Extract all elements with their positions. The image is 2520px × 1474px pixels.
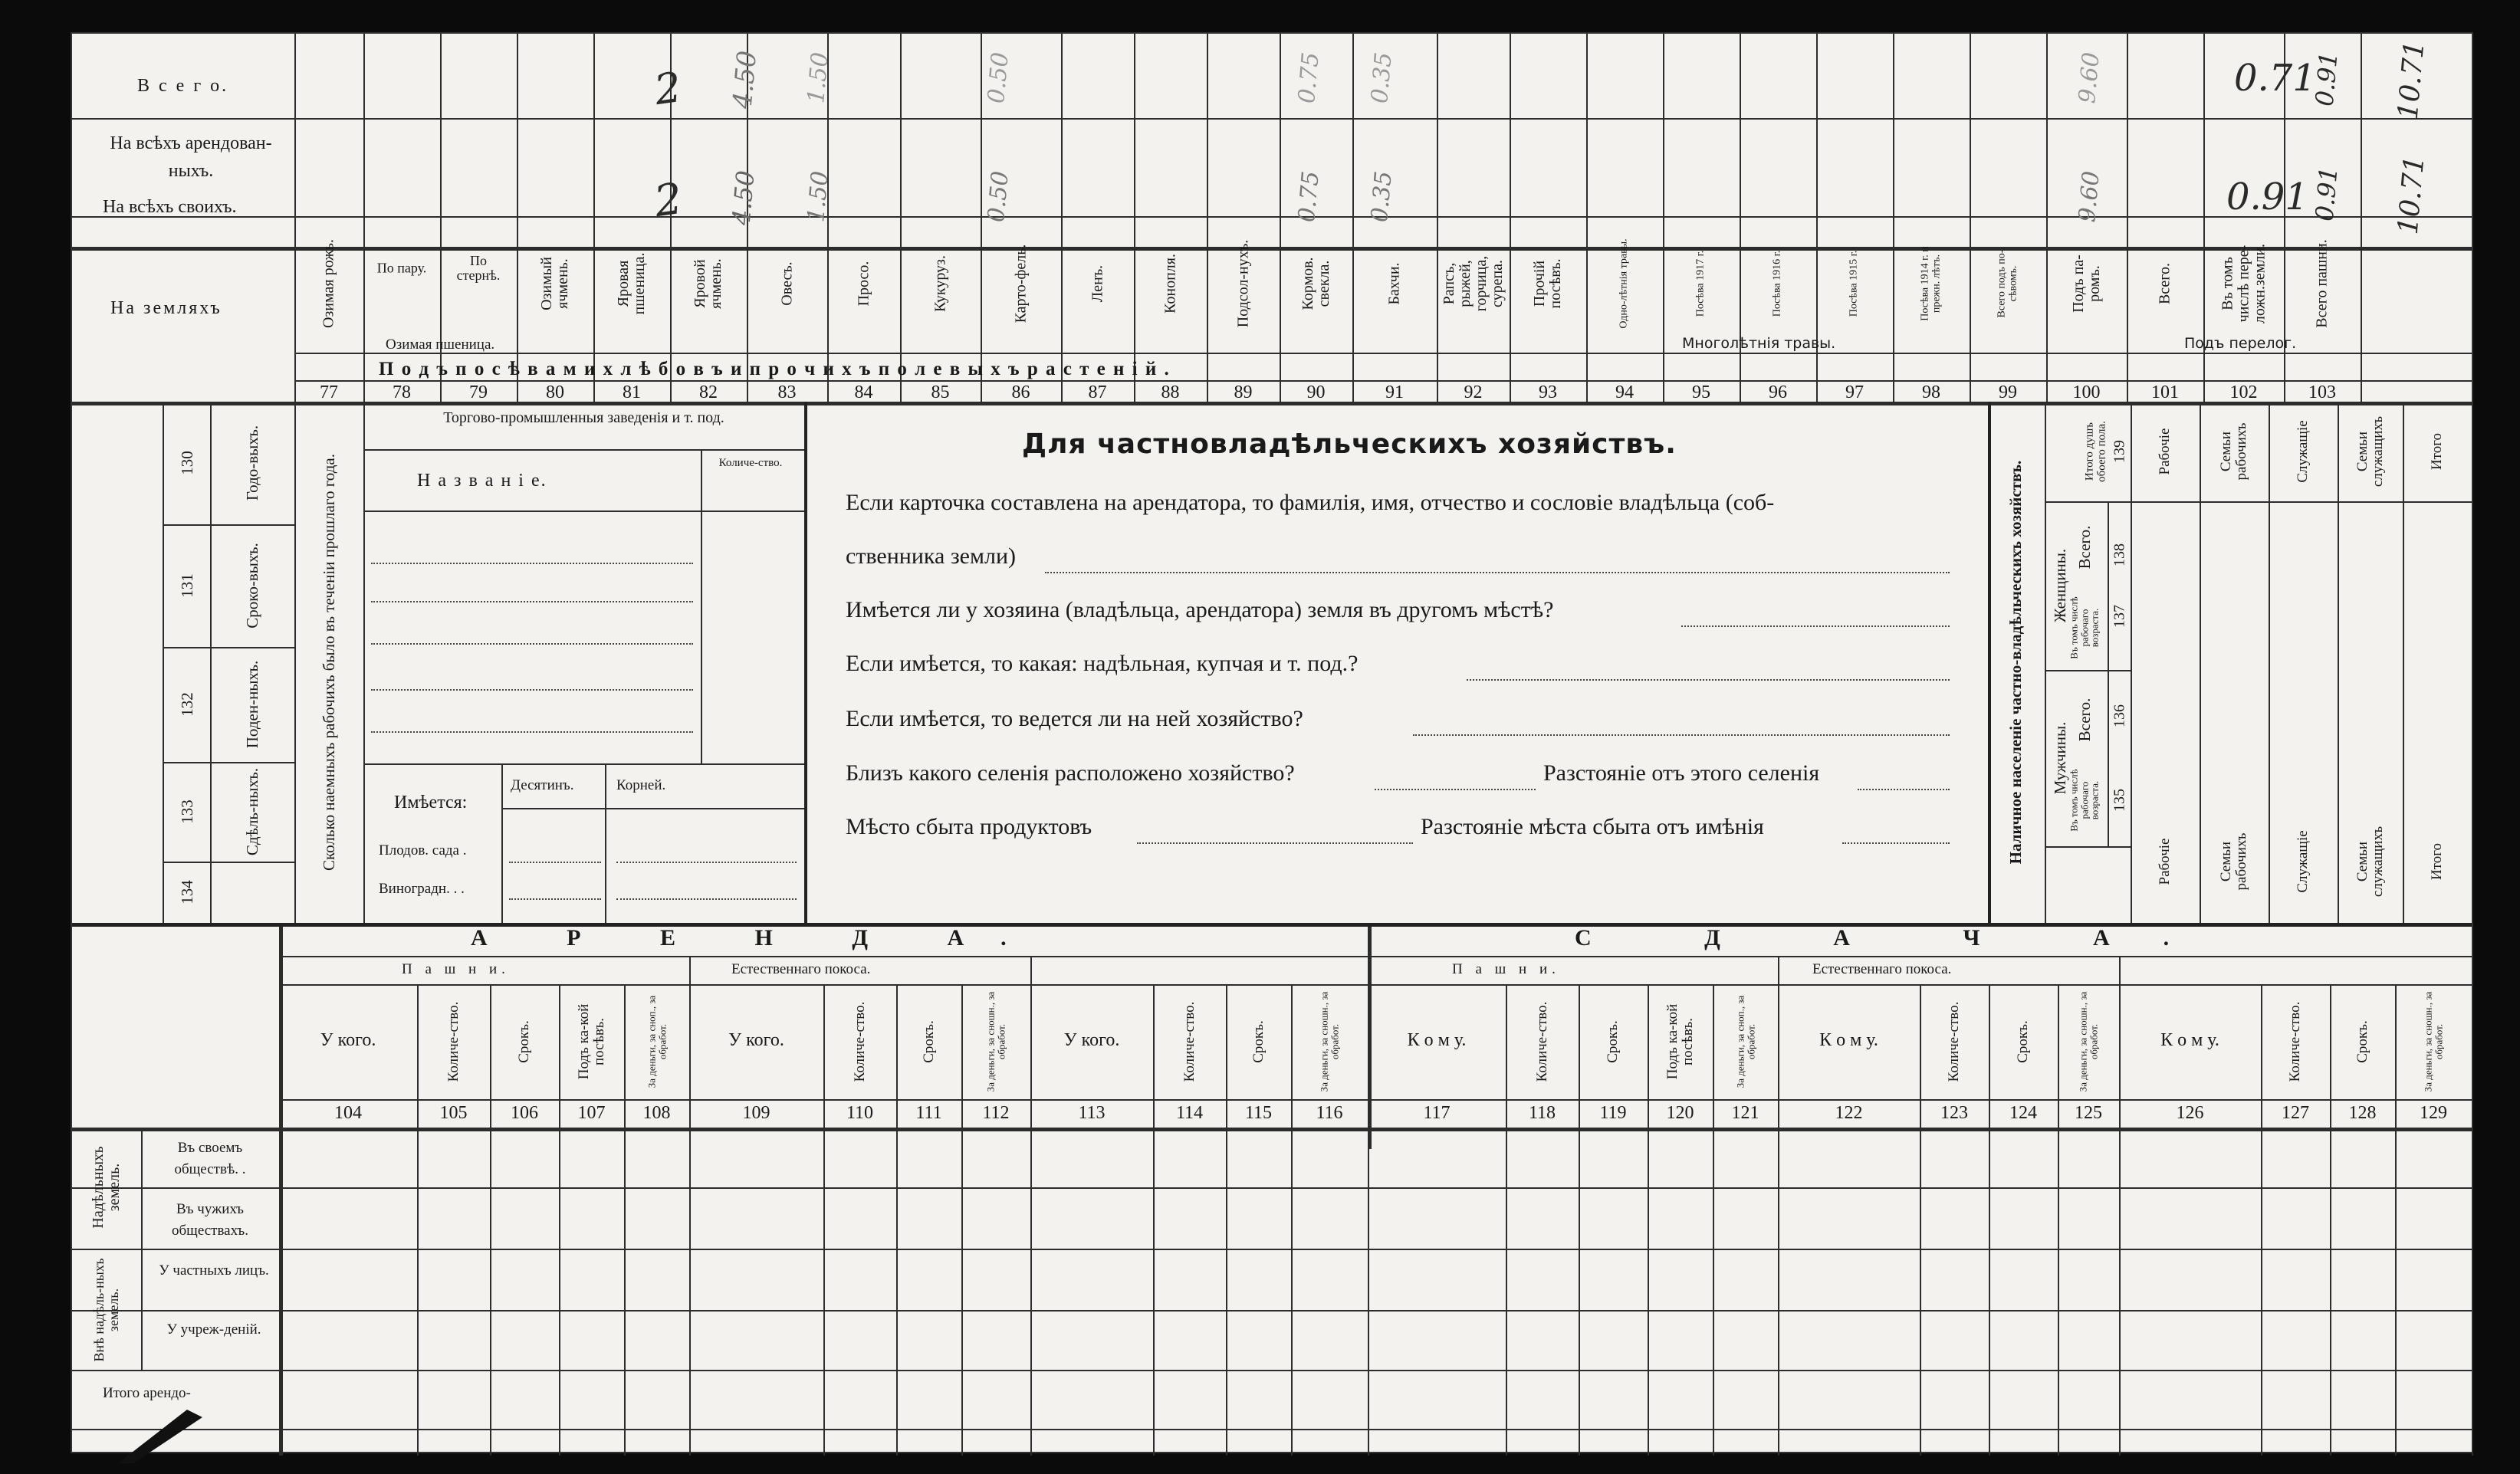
private-line-6: Близъ какого селенія расположено хозяйство? <box>846 760 1295 786</box>
crop-header-79: По стернѣ. <box>456 253 501 283</box>
arenda-number-114: 114 <box>1175 1103 1204 1123</box>
crop-header-97: Посѣва 1915 г. <box>1848 250 1860 317</box>
census-card <box>71 32 2473 1453</box>
arenda-col-115: Срокъ. <box>1250 1020 1267 1063</box>
crop-header-98: Посѣва 1914 г. и прежн. лѣтъ. <box>1919 246 1942 321</box>
trade-vineyard: Виноградн. . . <box>379 881 465 897</box>
hand-own-102: 0.91 <box>2309 165 2344 223</box>
arenda-plowland: П а ш н и. <box>402 961 510 977</box>
arenda-number-107: 107 <box>577 1103 606 1123</box>
sdacha-col-117: К о м у. <box>1407 1030 1467 1050</box>
nonallot-side-label: Внѣ надѣль-ныхъ земель. <box>91 1258 121 1362</box>
arenda-number-115: 115 <box>1244 1103 1273 1123</box>
population-number-137: 137 <box>2111 605 2128 628</box>
sdacha-number-125: 125 <box>2075 1103 2102 1123</box>
crop-number-78: 78 <box>393 382 411 402</box>
crop-header-101: Всего. <box>2156 262 2173 305</box>
row-total-label: В с е г о. <box>137 76 229 96</box>
trade-roots: Корней. <box>616 777 666 793</box>
hand-total-81: 2 <box>651 62 685 115</box>
crop-header-82: Яровой ячмень. <box>692 258 724 309</box>
population-number-135: 135 <box>2111 789 2128 812</box>
crop-header-102: Въ томъ числѣ пере-ложн.земли. <box>2219 243 2268 324</box>
crop-number-94: 94 <box>1615 382 1634 402</box>
crop-number-87: 87 <box>1088 382 1107 402</box>
population-col-2-bottom: Служащіе <box>2295 830 2311 893</box>
sdacha-col-126: К о м у. <box>2160 1030 2219 1050</box>
hand-total-99: 9.60 <box>2074 51 2105 105</box>
arenda-number-110: 110 <box>846 1103 874 1123</box>
arenda-number-104: 104 <box>334 1103 362 1123</box>
crop-number-99: 99 <box>1999 382 2017 402</box>
hand-total-90: 0.35 <box>1366 51 1398 105</box>
row-own-society: Въ своемъ обществѣ. . <box>174 1140 246 1177</box>
winter-wheat-label: Озимая пшеница. <box>386 336 495 353</box>
private-line-5: Если имѣется, то ведется ли на ней хозяйство? <box>846 706 1303 731</box>
arenda-col-116: За деньги, за сношн., за обработ. <box>1318 991 1340 1092</box>
crop-header-94: Одно-лѣтнія травы. <box>1618 238 1630 329</box>
population-col-1-bottom: Семьи рабочихъ <box>2218 832 2249 891</box>
workers-number-133: 133 <box>177 799 196 824</box>
crop-number-82: 82 <box>699 382 718 402</box>
sdacha-col-118: Количе-ство. <box>1533 1001 1550 1082</box>
workers-label-130: Годо-выхъ. <box>242 425 261 501</box>
crop-number-81: 81 <box>623 382 641 402</box>
sdacha-plowland: П а ш н и. <box>1452 961 1560 977</box>
workers-side-label: Сколько наемныхъ рабочихъ было въ теченіи прошлаго года. <box>319 454 338 871</box>
population-women-label: Женщины. <box>2050 548 2069 623</box>
arenda-col-108: За деньги, за сноп., за обработ. <box>645 995 668 1088</box>
sdacha-number-121: 121 <box>1731 1103 1759 1123</box>
crop-number-103: 103 <box>2308 382 2336 402</box>
crop-number-85: 85 <box>931 382 950 402</box>
arenda-col-112: За деньги, за сношн., за обработ. <box>984 991 1007 1092</box>
crop-header-85: Кукуруз. <box>931 255 948 312</box>
trade-qty-header: Количе-ство. <box>718 457 783 469</box>
population-men-working: Въ томъ числѣ рабочаго возраста. <box>2068 769 2101 832</box>
sdacha-number-128: 128 <box>2348 1103 2377 1123</box>
hand-own-89: 0.75 <box>1293 169 1325 224</box>
sdacha-number-120: 120 <box>1666 1103 1694 1123</box>
sown-banner: П о д ъ п о с ѣ в а м и х л ѣ б о в ъ и п р о ч и х ъ п о л е в ы х ъ р а с т е н і й . <box>379 359 1171 379</box>
crop-header-95: Посѣва 1917 г. <box>1694 250 1707 317</box>
row-total-lease: Итого арендо- <box>103 1385 191 1401</box>
hand-total-102: 0.91 <box>2309 50 2344 108</box>
crop-header-100: Подъ па-ромъ. <box>2069 254 2103 313</box>
crop-number-100: 100 <box>2072 382 2101 402</box>
population-women-all: Всего. <box>2075 525 2094 570</box>
row-other-society: Въ чужихъ обществахъ. <box>172 1201 248 1239</box>
crop-number-96: 96 <box>1769 382 1787 402</box>
population-col-4-top: Итого <box>2429 432 2446 471</box>
private-line-3: Имѣется ли у хозяина (владѣльца, арендатора) земля въ другомъ мѣстѣ? <box>846 597 1554 622</box>
private-line-8: Мѣсто сбыта продуктовъ <box>846 814 1092 839</box>
private-line-4: Если имѣется, то какая: надѣльная, купчая и т. под.? <box>846 651 1359 676</box>
arenda-number-109: 109 <box>742 1103 770 1123</box>
population-col-1-top: Семьи рабочихъ <box>2218 422 2249 481</box>
crop-number-84: 84 <box>854 382 873 402</box>
population-col-0-top: Рабочіе <box>2157 428 2173 475</box>
allot-side-label: Надѣльныхъ земель. <box>90 1146 123 1229</box>
hand-own-83: 1.50 <box>803 169 834 224</box>
sdacha-col-121: За деньги, за сноп., за обработ. <box>1733 995 1756 1088</box>
sdacha-number-117: 117 <box>1423 1103 1451 1123</box>
sdacha-col-125: За деньги, за сношн., за обработ. <box>2077 991 2099 1092</box>
arenda-col-106: Срокъ. <box>516 1020 533 1063</box>
crop-header-78: По пару. <box>376 260 427 276</box>
trade-name-header: Н а з в а н і е. <box>417 471 547 491</box>
workers-number-130: 130 <box>177 451 196 475</box>
sdacha-number-127: 127 <box>2282 1103 2309 1123</box>
crop-number-97: 97 <box>1845 382 1864 402</box>
population-col-0-bottom: Рабочіе <box>2157 838 2173 885</box>
population-col-3-top: Семьи служащихъ <box>2354 415 2386 488</box>
workers-label-132: Поден-ныхъ. <box>242 660 261 749</box>
private-estates-block <box>804 402 1991 923</box>
crop-number-77: 77 <box>320 382 338 402</box>
population-total-label: Итого душъ обоего пола. <box>2083 421 2108 482</box>
hand-own-81: 2 <box>651 173 685 228</box>
sdacha-title: С Д А Ч А. <box>1575 925 2223 950</box>
sdacha-col-129: За деньги, за сношн., за обработ. <box>2422 991 2444 1092</box>
private-line-1: Если карточка составлена на арендатора, то фамилія, имя, отчество и сословіе владѣльца (соб- <box>846 490 1775 515</box>
population-col-4-bottom: Итого <box>2429 842 2446 881</box>
sdacha-number-129: 129 <box>2420 1103 2447 1123</box>
hand-own-85: 0.50 <box>983 169 1014 224</box>
crop-number-98: 98 <box>1922 382 1940 402</box>
crop-number-92: 92 <box>1464 382 1483 402</box>
crop-number-101: 101 <box>2151 382 2179 402</box>
middle-section <box>72 402 2472 923</box>
population-col-2-top: Служащіе <box>2295 420 2311 483</box>
arenda-col-113: У кого. <box>1063 1030 1120 1050</box>
perennial-label: Многолѣтнія травы. <box>1682 335 1836 352</box>
crop-header-99: Всего подъ по-сѣвомъ. <box>1996 249 2019 318</box>
sdacha-number-124: 124 <box>2009 1103 2037 1123</box>
population-men-all: Всего. <box>2075 698 2094 742</box>
hand-own-99: 9.60 <box>2074 169 2105 224</box>
population-block <box>1985 402 2472 923</box>
arenda-hay: Естественнаго покоса. <box>731 961 871 977</box>
arenda-title: А Р Е Н Д А. <box>471 925 1043 950</box>
arenda-col-110: Количе-ство. <box>851 1001 868 1082</box>
arenda-number-106: 106 <box>511 1103 538 1123</box>
arenda-number-112: 112 <box>982 1103 1010 1123</box>
private-line-2: ственника земли) <box>846 543 1016 569</box>
crop-number-93: 93 <box>1539 382 1557 402</box>
crop-header-84: Просо. <box>855 261 872 307</box>
arenda-number-105: 105 <box>439 1103 468 1123</box>
row-on-lands-label: На земляхъ <box>110 298 222 318</box>
crop-header-90: Кормов. свекла. <box>1299 257 1332 310</box>
crop-header-92: Рапсъ, рыжей, горчица, сурепа. <box>1440 255 1506 312</box>
private-title: Для частновладѣльческихъ хозяйствъ. <box>1022 428 1677 460</box>
sdacha-hay: Естественнаго покоса. <box>1812 961 1952 977</box>
row-private-persons: У частныхъ лицъ. <box>159 1262 269 1279</box>
workers-number-132: 132 <box>177 692 196 717</box>
hand-total-101: 0.71 <box>2234 57 2316 100</box>
sdacha-col-127: Количе-ство. <box>2287 1001 2304 1082</box>
private-line-7: Разстояніе отъ этого селенія <box>1543 760 1820 786</box>
trade-block <box>363 402 804 923</box>
crop-header-80: Озимый ячмень. <box>538 257 571 310</box>
crop-header-83: Овесъ. <box>778 261 795 306</box>
pointer-shadow-icon <box>118 1387 210 1463</box>
sdacha-col-119: Срокъ. <box>1605 1020 1621 1063</box>
hand-total-85: 0.50 <box>983 51 1014 105</box>
crop-header-81: Яровая пшеница. <box>615 252 648 315</box>
arenda-col-104: У кого. <box>320 1030 376 1050</box>
hand-total-82: 4.50 <box>727 49 764 110</box>
population-number-136: 136 <box>2111 704 2128 727</box>
population-number-139: 139 <box>2111 440 2128 463</box>
arenda-col-114: Количе-ство. <box>1181 1001 1198 1082</box>
workers-label-133: Сдѣль-ныхъ. <box>242 767 261 856</box>
crop-number-89: 89 <box>1234 382 1253 402</box>
sdacha-number-123: 123 <box>1940 1103 1968 1123</box>
workers-number-131: 131 <box>177 573 196 598</box>
crop-number-88: 88 <box>1161 382 1180 402</box>
hand-own-101: 0.91 <box>2226 176 2308 218</box>
crop-number-83: 83 <box>777 382 797 402</box>
crop-header-87: Ленъ. <box>1089 264 1106 303</box>
sdacha-col-128: Срокъ. <box>2354 1020 2371 1063</box>
row-rented-label: На всѣхъ арендован-ныхъ. <box>110 133 272 181</box>
arenda-number-113: 113 <box>1078 1103 1106 1123</box>
sdacha-col-122: К о м у. <box>1819 1030 1878 1050</box>
crop-header-93: Прочій посѣвъ. <box>1531 258 1564 309</box>
sdacha-col-124: Срокъ. <box>2015 1020 2032 1063</box>
arenda-col-109: У кого. <box>728 1030 784 1050</box>
hand-total-103: 10.71 <box>2392 39 2431 121</box>
hand-own-82: 4.50 <box>726 169 761 227</box>
hand-own-103: 10.71 <box>2392 154 2431 236</box>
crop-header-88: Конопля. <box>1161 254 1178 314</box>
crop-header-103: Всего пашни. <box>2313 239 2331 328</box>
sdacha-number-118: 118 <box>1528 1103 1556 1123</box>
trade-has: Имѣется: <box>394 793 468 813</box>
arenda-number-116: 116 <box>1316 1103 1343 1123</box>
hand-own-90: 0.35 <box>1366 169 1398 224</box>
crop-header-91: Бахчи. <box>1385 262 1403 305</box>
hand-total-83: 1.50 <box>803 51 834 105</box>
population-women-working: Въ томъ числѣ рабочаго возраста. <box>2068 596 2101 659</box>
arenda-col-111: Срокъ. <box>920 1020 937 1063</box>
crop-number-80: 80 <box>546 382 564 402</box>
arenda-number-111: 111 <box>915 1103 942 1123</box>
fallow-label: Подъ перелог. <box>2184 335 2297 352</box>
crop-number-90: 90 <box>1306 382 1326 402</box>
row-own-label: На всѣхъ своихъ. <box>103 197 237 217</box>
arenda-number-108: 108 <box>642 1103 671 1123</box>
trade-orchard: Плодов. сада . <box>379 842 467 858</box>
population-number-138: 138 <box>2111 543 2128 566</box>
crop-number-79: 79 <box>469 382 488 402</box>
crop-header-89: Подсол-нухъ. <box>1234 239 1251 328</box>
trade-title: Торгово-промышленныя заведенія и т. под. <box>443 409 724 426</box>
crop-header-86: Карто-фель. <box>1012 244 1029 323</box>
sdacha-col-123: Количе-ство. <box>1946 1001 1963 1082</box>
population-col-3-bottom: Семьи служащихъ <box>2354 826 2386 898</box>
population-men-label: Мужчины. <box>2050 721 2069 795</box>
row-institutions: У учреж-деній. <box>166 1321 261 1338</box>
trade-desyatin: Десятинъ. <box>511 777 574 793</box>
hand-total-89: 0.75 <box>1293 51 1325 105</box>
crop-number-95: 95 <box>1692 382 1710 402</box>
sdacha-number-126: 126 <box>2176 1103 2204 1123</box>
crop-header-77: Озимая рожь. <box>320 238 337 329</box>
arenda-col-105: Количе-ство. <box>445 1001 462 1082</box>
population-side-label: Наличное населеніе частно-владѣльческихъ хозяйствъ. <box>2006 460 2025 865</box>
arenda-col-107: Подъ ка-кой посѣвъ. <box>575 1003 607 1080</box>
workers-number-134: 134 <box>177 880 196 904</box>
workers-label-131: Сроко-выхъ. <box>242 543 261 629</box>
sdacha-number-122: 122 <box>1835 1103 1863 1123</box>
crop-header-96: Посѣва 1916 г. <box>1771 250 1783 317</box>
lease-table <box>72 923 2472 1456</box>
sdacha-col-120: Подъ ка-кой посѣвъ. <box>1664 1003 1696 1080</box>
private-line-9: Разстояніе мѣста сбыта отъ имѣнія <box>1421 814 1764 839</box>
crop-table <box>72 34 2472 402</box>
crop-number-91: 91 <box>1385 382 1404 402</box>
sdacha-number-119: 119 <box>1599 1103 1627 1123</box>
crop-number-86: 86 <box>1011 382 1030 402</box>
crop-number-102: 102 <box>2229 382 2258 402</box>
